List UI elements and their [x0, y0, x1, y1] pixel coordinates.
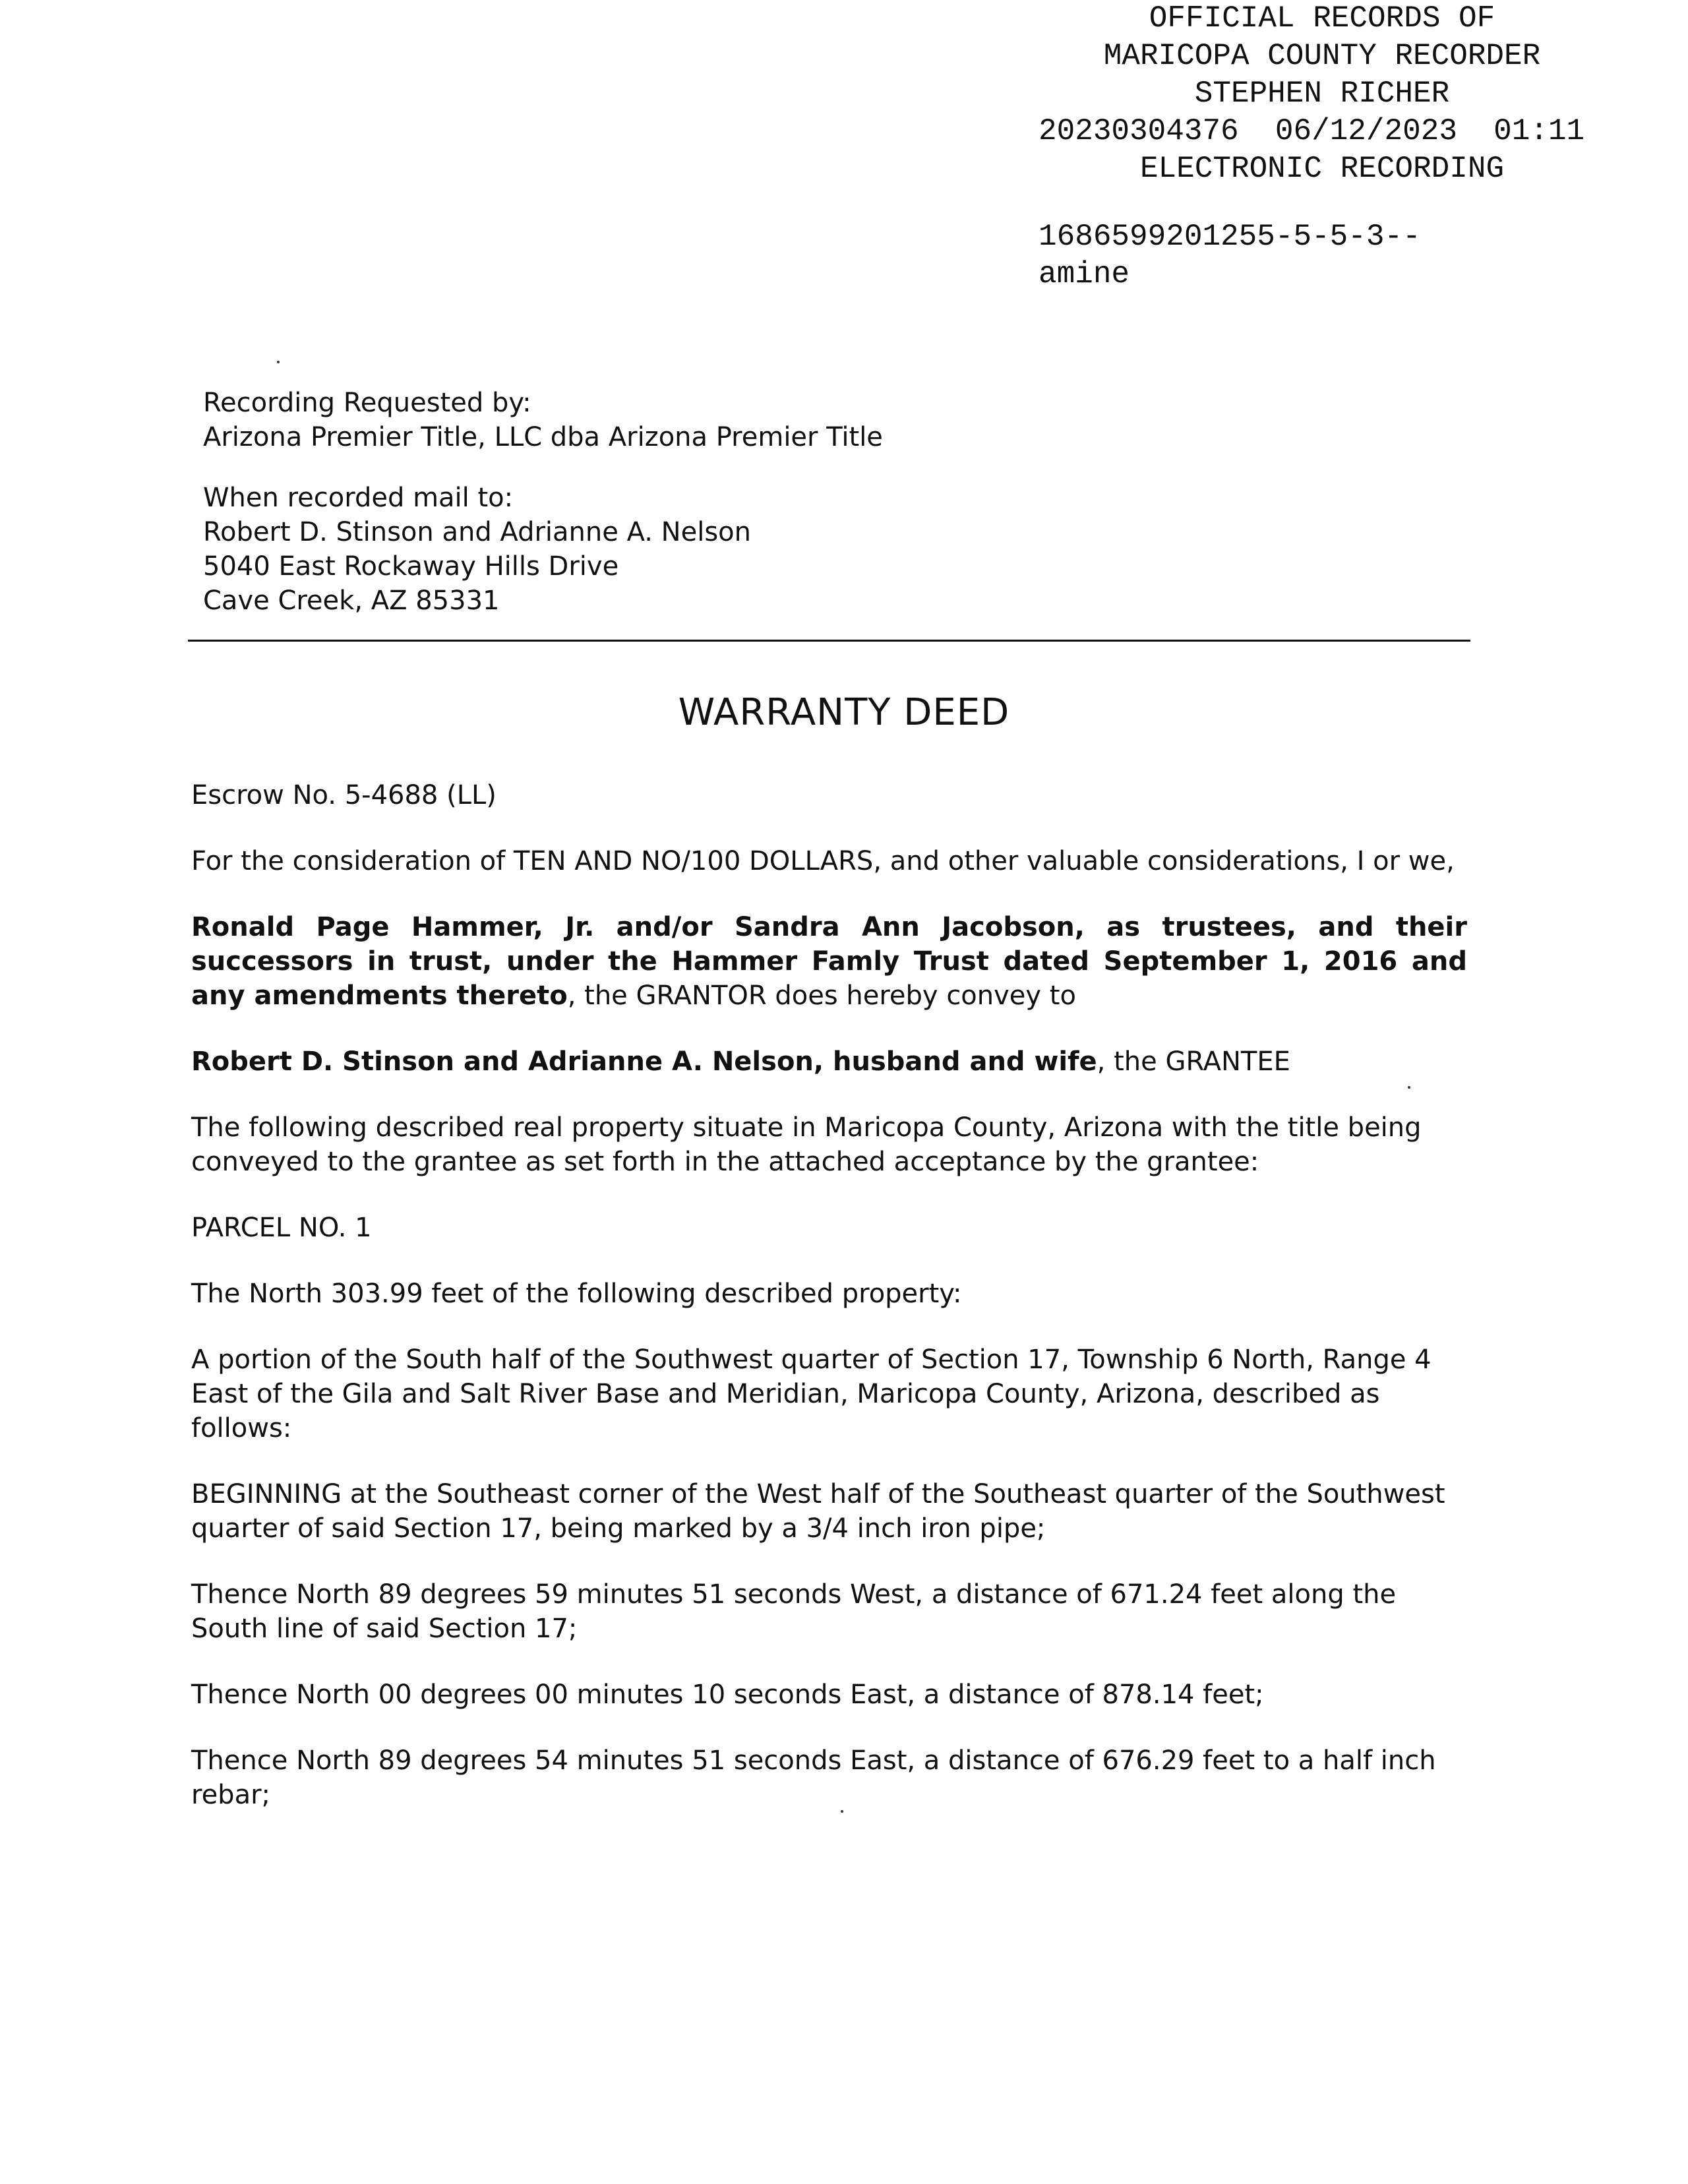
stamp-line-official: OFFICIAL RECORDS OF [1149, 1, 1495, 36]
recorder-stamp [1019, 0, 1652, 293]
requested-by-label: Recording Requested by: [203, 388, 531, 418]
grantee-clause [191, 1045, 1467, 1079]
grantor-names: Ronald Page Hammer, Jr. and/or Sandra Ann Jacobson, as trustees, and their successors in trust, under the Hammer Famly Trust dated September 1, 2016 and any amendments thereto [191, 912, 1467, 1011]
requested-by-company: Arizona Premier Title, LLC dba Arizona Premier Title [203, 422, 883, 452]
thence-call-3: Thence North 89 degrees 54 minutes 51 seconds East, a distance of 676.29 feet to a half inch rebar; [191, 1745, 1436, 1810]
consideration-clause: For the consideration of TEN AND NO/100 DOLLARS, and other valuable considerations, I or we, [191, 846, 1455, 876]
header-divider [188, 640, 1470, 642]
recording-request-block [203, 386, 1479, 618]
stamp-line-docinfo [1039, 113, 1652, 150]
recording-date: 06/12/2023 [1275, 114, 1457, 148]
thence-call-2: Thence North 00 degrees 00 minutes 10 seconds East, a distance of 878.14 feet; [191, 1680, 1264, 1710]
grantee-label: , the GRANTEE [1097, 1046, 1290, 1077]
mail-to-city: Cave Creek, AZ 85331 [203, 586, 500, 616]
document-title: WARRANTY DEED [678, 691, 1010, 734]
recording-number: 20230304376 [1039, 114, 1239, 148]
parcel-number: PARCEL NO. 1 [191, 1213, 372, 1243]
deed-body [191, 778, 1467, 1812]
recording-time: 01:11 [1493, 114, 1585, 148]
stamp-line-recorder: MARICOPA COUNTY RECORDER [1103, 39, 1541, 73]
thence-call-1: Thence North 89 degrees 59 minutes 51 seconds West, a distance of 671.24 feet along the South line of said Section 17; [191, 1579, 1397, 1644]
stamp-reference: 1686599201255-5-5-3-- [1039, 220, 1421, 254]
stamp-line-electronic: ELECTRONIC RECORDING [1139, 152, 1505, 186]
scan-speck [1408, 1086, 1410, 1089]
scan-speck [841, 1810, 843, 1813]
mail-to-label: When recorded mail to: [203, 483, 514, 513]
portion-description: A portion of the South half of the Southwest quarter of Section 17, Township 6 North, Range 4 East of the Gila and Salt River Base and Meridian, Maricopa County, Arizona, described as follows: [191, 1345, 1432, 1443]
grantor-clause [191, 910, 1467, 1013]
property-intro: The following described real property situate in Maricopa County, Arizona with the title being conveyed to the grantee as set forth in the attached acceptance by the grantee: [191, 1112, 1422, 1177]
mail-to-street: 5040 East Rockaway Hills Drive [203, 551, 619, 582]
grantee-names: Robert D. Stinson and Adrianne A. Nelson, husband and wife [191, 1046, 1097, 1077]
north-portion-line: The North 303.99 feet of the following described property: [191, 1279, 962, 1309]
beginning-call: BEGINNING at the Southeast corner of the West half of the Southeast quarter of the Southwest quarter of said Section 17, being marked by a 3/4 inch iron pipe; [191, 1479, 1445, 1544]
mail-to-name: Robert D. Stinson and Adrianne A. Nelson [203, 517, 751, 547]
grantor-convey-text: , the GRANTOR does hereby convey to [567, 981, 1076, 1011]
stamp-user: amine [1039, 257, 1130, 291]
escrow-number: Escrow No. 5-4688 (LL) [191, 780, 497, 810]
stamp-line-name: STEPHEN RICHER [1194, 76, 1450, 111]
scan-speck [277, 361, 280, 363]
